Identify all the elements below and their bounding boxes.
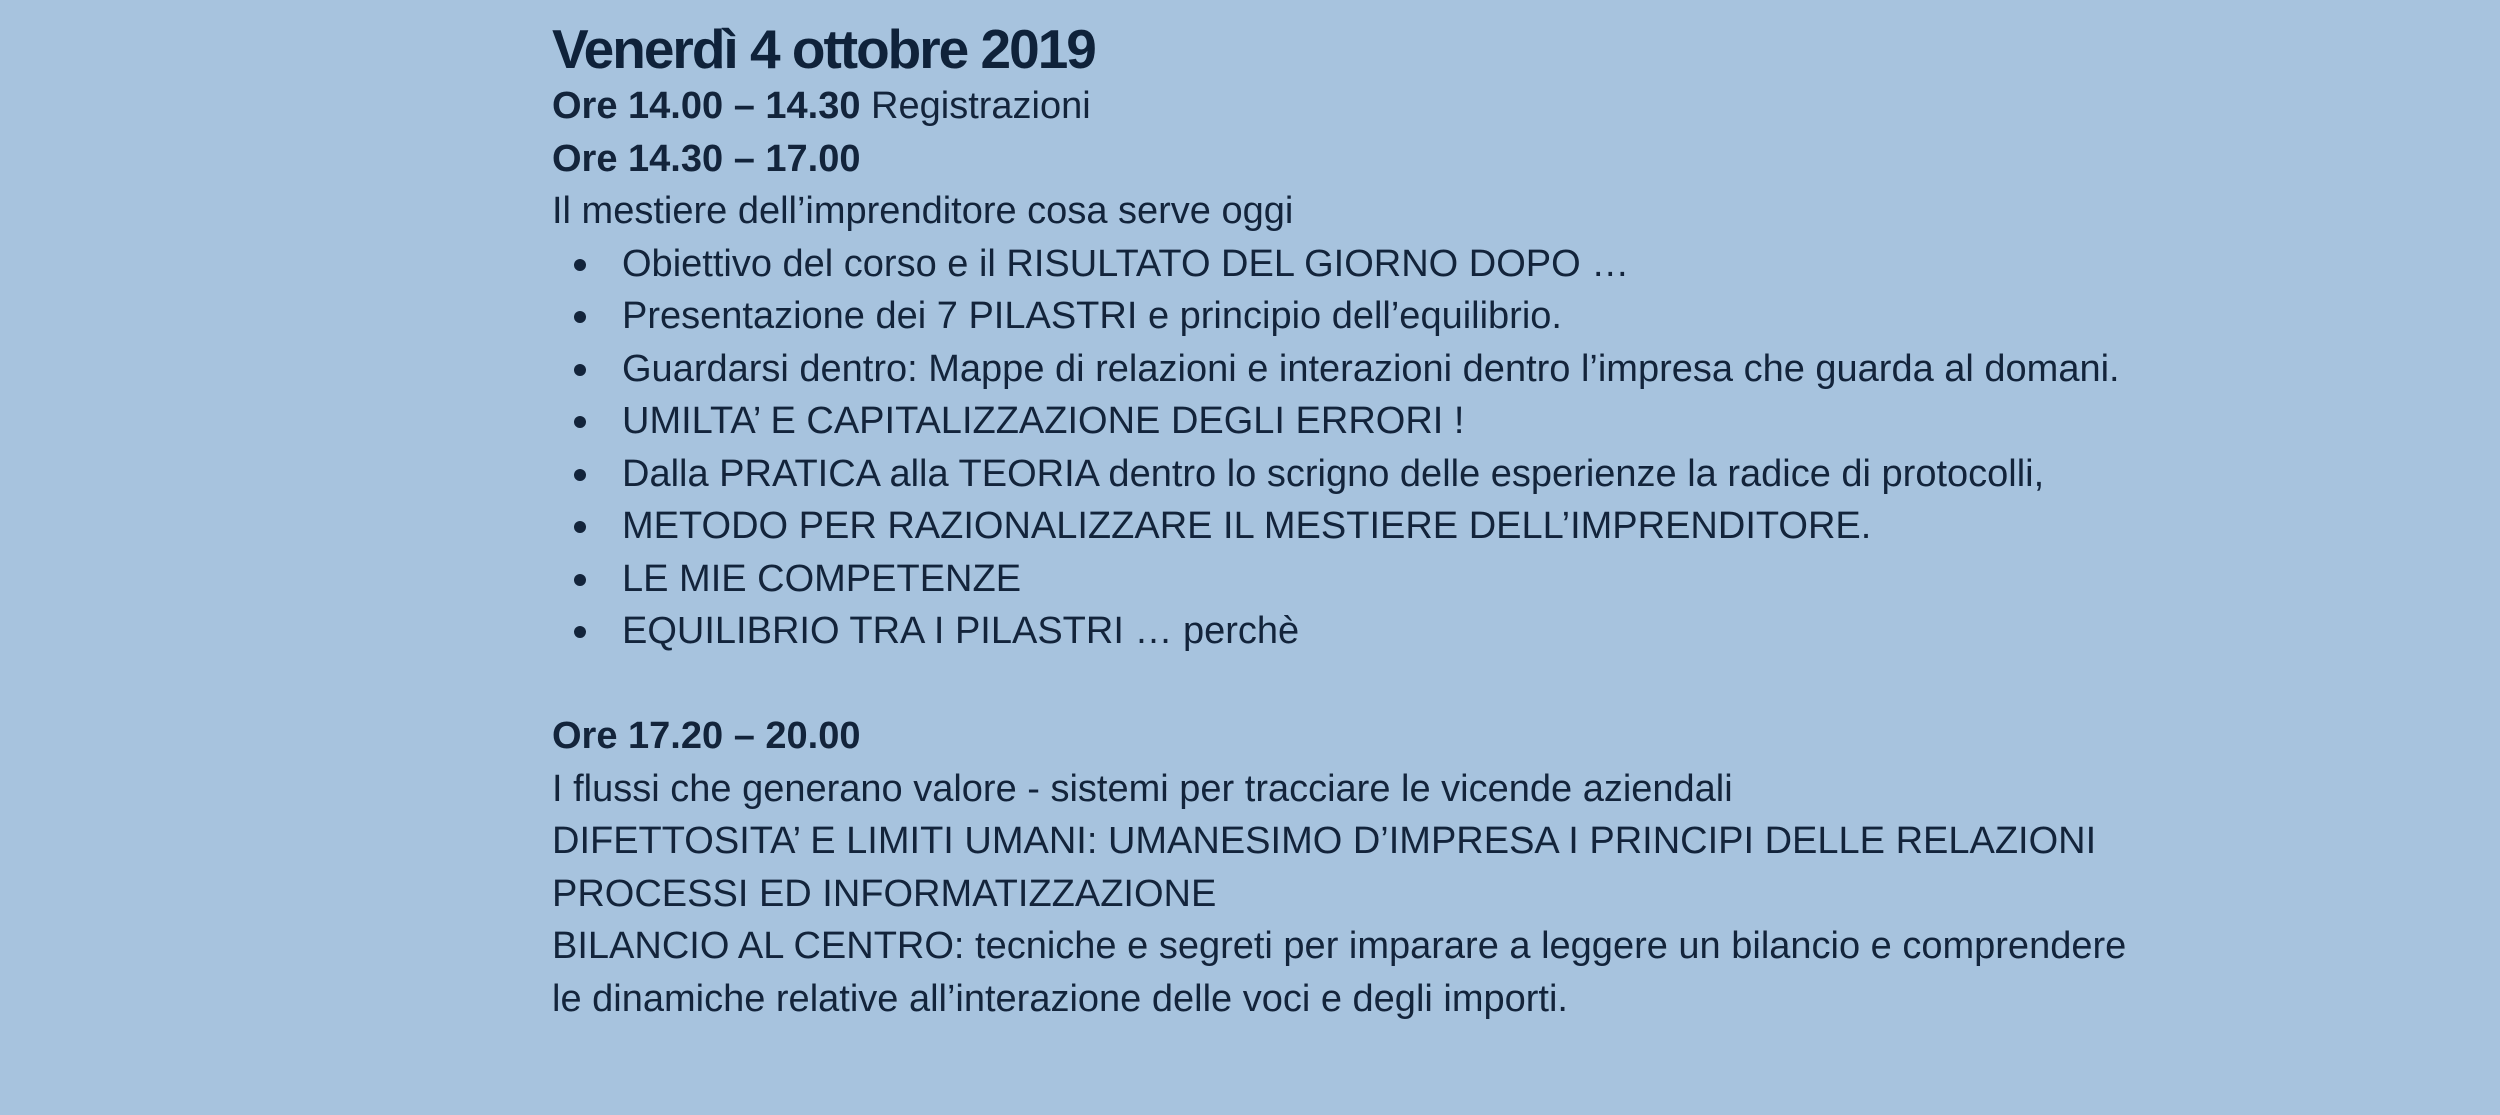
slot-time: Ore 14.30 – 17.00: [552, 137, 861, 180]
bullet-icon: [574, 626, 586, 638]
list-item-text: LE MIE COMPETENZE: [622, 557, 1022, 600]
list-item-text: Obiettivo del corso e il RISULTATO DEL GIORNO DOPO …: [622, 242, 1630, 285]
bullet-icon: [574, 364, 586, 376]
list-item: [552, 605, 2182, 658]
slot-description: Registrazioni: [860, 85, 1091, 127]
list-item: [552, 238, 2182, 291]
bullet-icon: [574, 469, 586, 481]
bullet-icon: [574, 521, 586, 533]
list-item-text: Presentazione dei 7 PILASTRI e principio dell’equilibrio.: [622, 295, 1562, 337]
list-item-text: UMILTA’ E CAPITALIZZAZIONE DEGLI ERRORI !: [622, 400, 1465, 442]
list-item: [552, 553, 2182, 606]
list-item: [552, 395, 2182, 448]
list-item-text: METODO PER RAZIONALIZZARE IL MESTIERE DELL’IMPRENDITORE.: [622, 505, 1872, 547]
session-line: DIFETTOSITA’ E LIMITI UMANI: UMANESIMO D’IMPRESA I PRINCIPI DELLE RELAZIONI: [552, 820, 2097, 862]
list-item-text: EQUILIBRIO TRA I PILASTRI … perchè: [622, 610, 1300, 652]
slot-time: Ore 14.00 – 14.30: [552, 85, 861, 127]
session-line: le dinamiche relative all’interazione delle voci e degli importi.: [552, 977, 1568, 1020]
bullet-icon: [574, 416, 586, 428]
bullet-icon: [574, 311, 586, 323]
list-item-text: Guardarsi dentro: Mappe di relazioni e interazioni dentro l’impresa che guarda al domani.: [622, 347, 2120, 390]
bullet-icon: [574, 259, 586, 271]
day-title: Venerdì 4 ottobre 2019: [552, 18, 1095, 80]
session-line: I flussi che generano valore - sistemi per tracciare le vicende aziendali: [552, 767, 1733, 810]
agenda-list: [552, 238, 2252, 658]
list-item: [552, 343, 2182, 396]
slot-time: Ore 17.20 – 20.00: [552, 715, 861, 757]
session-line: BILANCIO AL CENTRO: tecniche e segreti per imparare a leggere un bilancio e comprendere: [552, 925, 2127, 967]
section-spacer: [552, 658, 2252, 711]
list-item-text: Dalla PRATICA alla TEORIA dentro lo scrigno delle esperienze la radice di protocolli,: [622, 452, 2045, 495]
slot-registrations: [552, 80, 2252, 133]
session-line: PROCESSI ED INFORMATIZZAZIONE: [552, 872, 1217, 915]
list-item: [552, 290, 2182, 343]
program-content: [552, 14, 2252, 1025]
session-intro: Il mestiere dell’imprenditore cosa serve oggi: [552, 190, 1294, 232]
bullet-icon: [574, 574, 586, 586]
list-item: [552, 500, 2182, 553]
list-item: [552, 448, 2182, 501]
